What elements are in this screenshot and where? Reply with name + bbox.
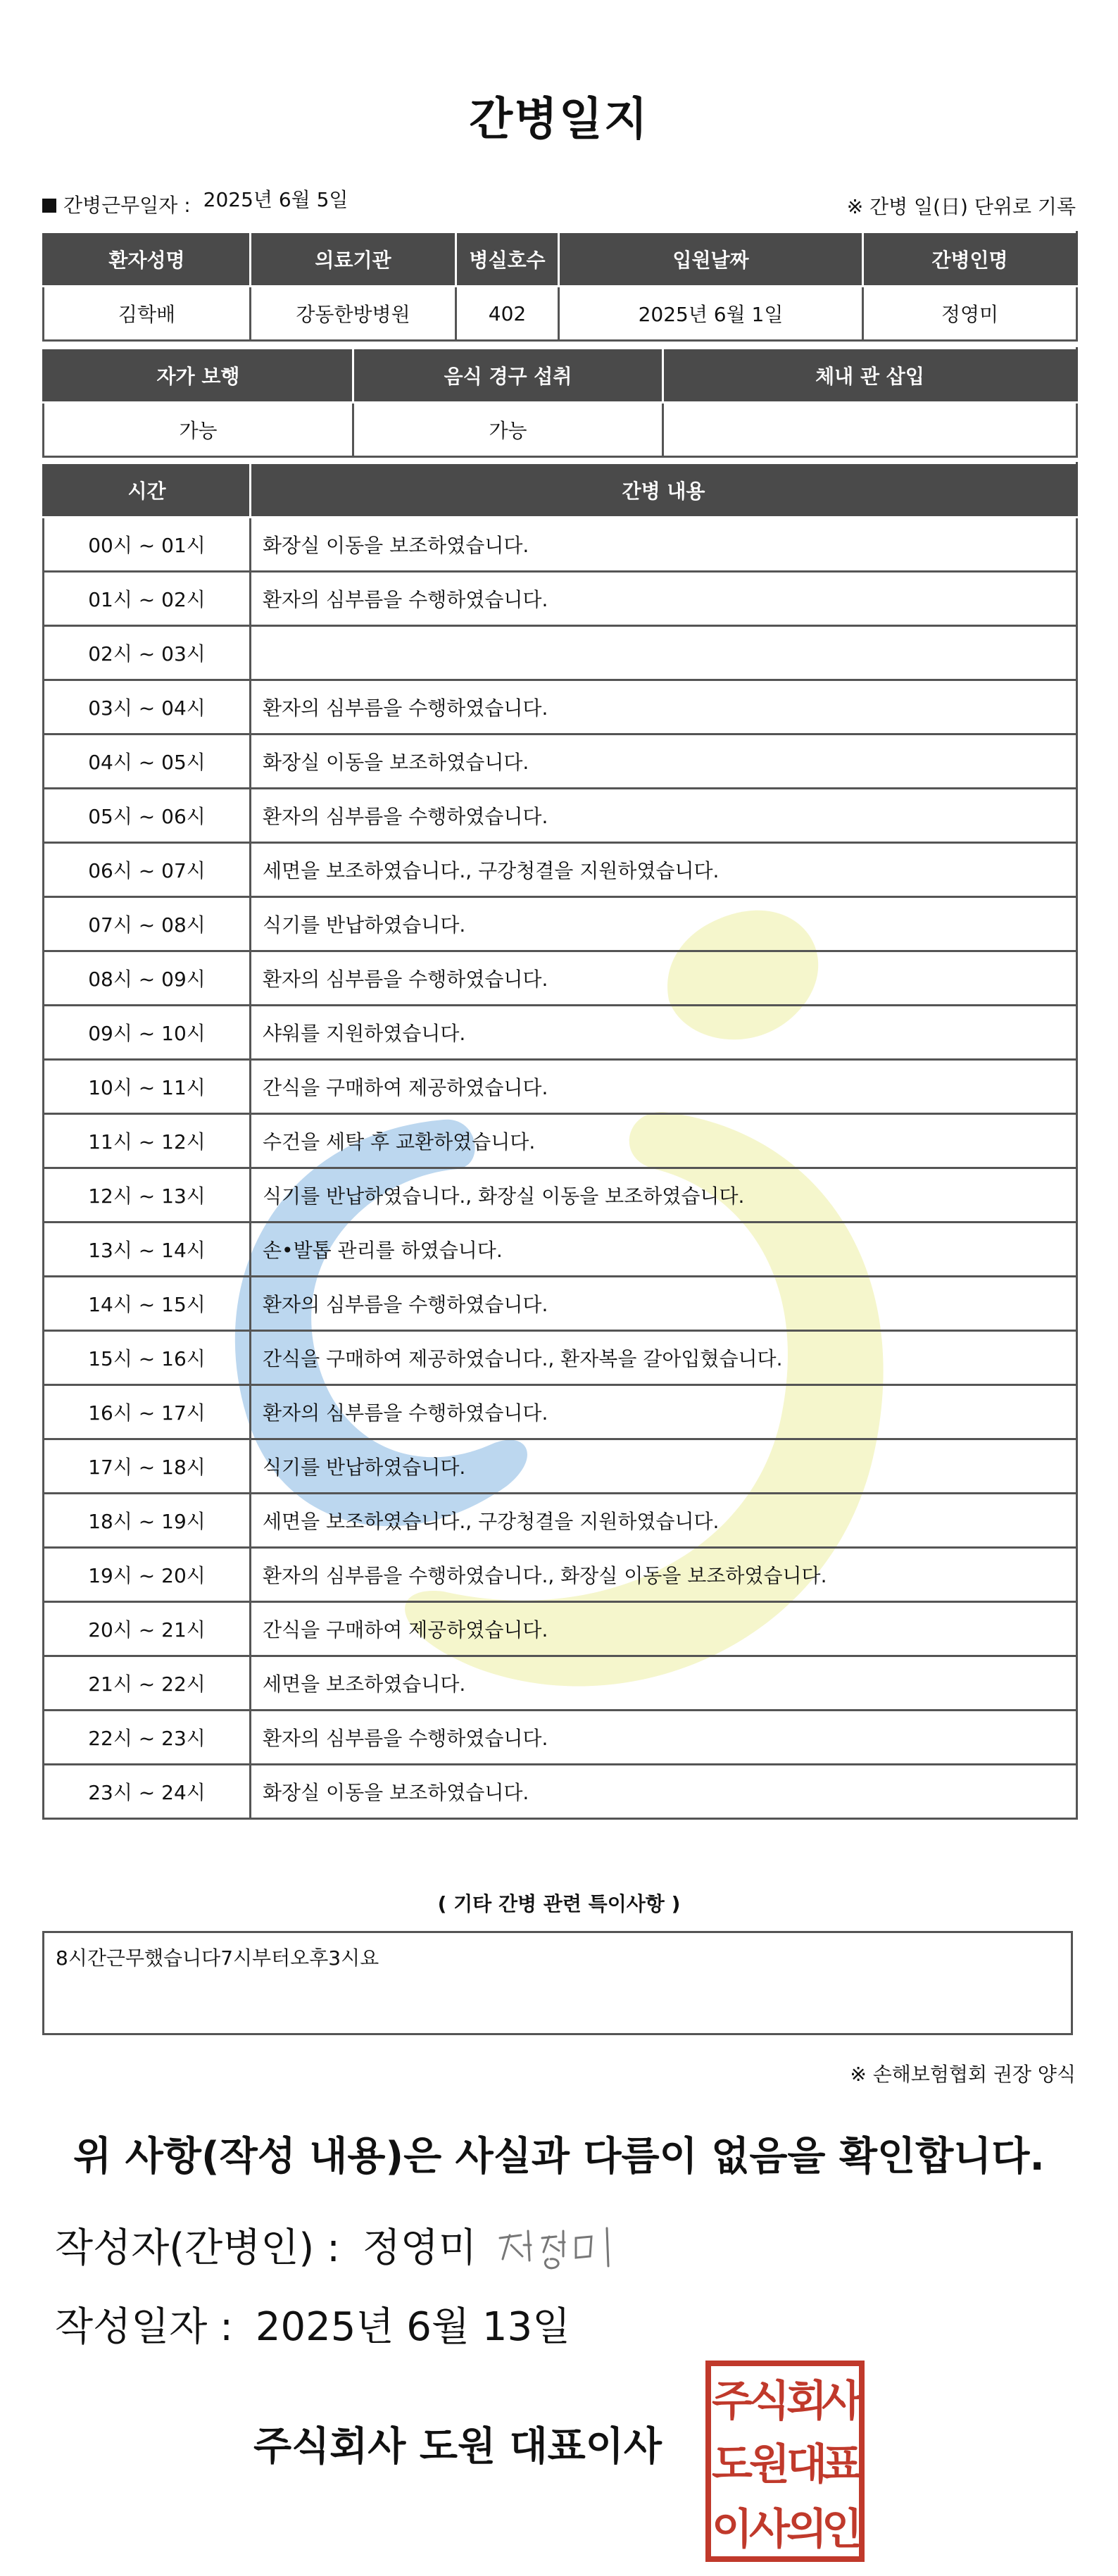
log-time: 03시 ~ 04시 [44, 680, 251, 734]
log-row [44, 1494, 1077, 1548]
log-row [44, 1602, 1077, 1656]
svg-text:도: 도 [712, 2440, 753, 2489]
log-content: 간식을 구매하여 제공하였습니다., 환자복을 갈아입혔습니다. [251, 1331, 1077, 1385]
svg-text:사: 사 [749, 2505, 790, 2554]
writer-line [55, 2217, 477, 2273]
write-date-label: 작성일자 : [55, 2304, 234, 2350]
writer-name: 정영미 [362, 2225, 477, 2271]
log-content: 손•발톱 관리를 하였습니다. [251, 1223, 1077, 1277]
log-row [44, 680, 1077, 734]
log-row [44, 518, 1077, 572]
header-oral-intake: 음식 경구 섭취 [353, 349, 663, 403]
work-date [42, 190, 348, 218]
log-content: 간식을 구매하여 제공하였습니다. [251, 1602, 1077, 1656]
log-content: 환자의 심부름을 수행하였습니다. [251, 1711, 1077, 1765]
log-row [44, 1006, 1077, 1060]
log-row [44, 1223, 1077, 1277]
log-row [44, 572, 1077, 626]
log-content: 화장실 이동을 보조하였습니다. [251, 734, 1077, 789]
oral-intake-value: 가능 [353, 403, 663, 457]
log-row [44, 951, 1077, 1006]
log-time: 16시 ~ 17시 [44, 1385, 251, 1439]
page-title: 간병일지 [469, 94, 649, 146]
log-time: 08시 ~ 09시 [44, 951, 251, 1006]
log-time: 00시 ~ 01시 [44, 518, 251, 572]
svg-text:의: 의 [786, 2505, 827, 2554]
header-tube-insertion: 체내 관 삽입 [663, 349, 1077, 403]
log-time: 23시 ~ 24시 [44, 1765, 251, 1819]
log-row [44, 843, 1077, 897]
log-row [44, 1711, 1077, 1765]
svg-text:대: 대 [786, 2440, 827, 2489]
log-content: 샤워를 지원하였습니다. [251, 1006, 1077, 1060]
log-time: 12시 ~ 13시 [44, 1168, 251, 1223]
log-time: 14시 ~ 15시 [44, 1277, 251, 1331]
handwritten-signature [493, 2210, 620, 2273]
svg-text:사: 사 [822, 2377, 862, 2426]
header-care-content: 간병 내용 [251, 463, 1077, 518]
log-time: 05시 ~ 06시 [44, 789, 251, 843]
care-log-table [42, 462, 1078, 1820]
log-time: 17시 ~ 18시 [44, 1439, 251, 1494]
header-self-walking: 자가 보행 [44, 349, 353, 403]
log-content: 화장실 이동을 보조하였습니다. [251, 1765, 1077, 1819]
bullet-square-icon [42, 199, 56, 213]
company-signature: 주식회사 도원 대표이사 [253, 2424, 662, 2470]
svg-text:주: 주 [712, 2377, 753, 2426]
work-date-label: 간병근무일자 : [63, 194, 191, 217]
special-notes-title: ( 기타 간병 관련 특이사항 ) [437, 1892, 681, 1915]
svg-text:회: 회 [786, 2377, 827, 2426]
form-note: ※ 손해보험협회 권장 양식 [850, 2063, 1076, 2086]
tube-insertion-value [663, 403, 1077, 457]
writer-label: 작성자(간병인) : [55, 2225, 340, 2271]
log-row [44, 897, 1077, 951]
svg-text:원: 원 [749, 2440, 790, 2489]
log-time: 04시 ~ 05시 [44, 734, 251, 789]
log-row [44, 1168, 1077, 1223]
log-time: 10시 ~ 11시 [44, 1060, 251, 1114]
log-content: 환자의 심부름을 수행하였습니다. [251, 572, 1077, 626]
log-row [44, 1656, 1077, 1711]
log-row [44, 789, 1077, 843]
log-content: 환자의 심부름을 수행하였습니다. [251, 951, 1077, 1006]
patient-status-table [42, 347, 1078, 458]
svg-text:인: 인 [822, 2505, 862, 2554]
record-note: ※ 간병 일(日) 단위로 기록 [846, 195, 1076, 218]
header-patient-name: 환자성명 [44, 232, 251, 287]
log-content: 화장실 이동을 보조하였습니다. [251, 518, 1077, 572]
log-time: 21시 ~ 22시 [44, 1656, 251, 1711]
log-row [44, 1765, 1077, 1819]
company-seal [704, 2359, 866, 2563]
write-date-value: 2025년 6월 13일 [255, 2304, 571, 2350]
svg-text:식: 식 [749, 2377, 790, 2426]
log-time: 13시 ~ 14시 [44, 1223, 251, 1277]
log-content: 환자의 심부름을 수행하였습니다. [251, 789, 1077, 843]
log-row [44, 1548, 1077, 1602]
self-walking-value: 가능 [44, 403, 353, 457]
log-row [44, 626, 1077, 680]
svg-text:표: 표 [822, 2440, 862, 2489]
log-row [44, 1439, 1077, 1494]
caregiver-name: 정영미 [863, 287, 1077, 341]
room-number: 402 [456, 287, 559, 341]
log-content: 세면을 보조하였습니다., 구강청결을 지원하였습니다. [251, 1494, 1077, 1548]
confirmation-statement: 위 사항(작성 내용)은 사실과 다름이 없음을 확인합니다. [73, 2134, 1045, 2180]
log-time: 19시 ~ 20시 [44, 1548, 251, 1602]
header-time: 시간 [44, 463, 251, 518]
log-content: 환자의 심부름을 수행하였습니다. [251, 1385, 1077, 1439]
header-room: 병실호수 [456, 232, 559, 287]
log-content: 세면을 보조하였습니다., 구강청결을 지원하였습니다. [251, 843, 1077, 897]
admission-date: 2025년 6월 1일 [559, 287, 863, 341]
header-caregiver: 간병인명 [863, 232, 1077, 287]
log-time: 22시 ~ 23시 [44, 1711, 251, 1765]
header-hospital: 의료기관 [251, 232, 456, 287]
log-content: 식기를 반납하였습니다. [251, 897, 1077, 951]
work-date-value: 2025년 6월 5일 [203, 188, 348, 211]
log-row [44, 1331, 1077, 1385]
log-row [44, 1114, 1077, 1168]
svg-text:이: 이 [712, 2505, 753, 2554]
patient-name: 김학배 [44, 287, 251, 341]
special-notes-box: 8시간근무했습니다7시부터오후3시요 [42, 1931, 1073, 2035]
patient-info-table [42, 231, 1078, 342]
log-time: 11시 ~ 12시 [44, 1114, 251, 1168]
log-content: 환자의 심부름을 수행하였습니다. [251, 680, 1077, 734]
log-row [44, 1277, 1077, 1331]
log-row [44, 1385, 1077, 1439]
log-content: 세면을 보조하였습니다. [251, 1656, 1077, 1711]
log-content: 환자의 심부름을 수행하였습니다. [251, 1277, 1077, 1331]
log-time: 18시 ~ 19시 [44, 1494, 251, 1548]
log-content [251, 626, 1077, 680]
log-content: 식기를 반납하였습니다., 화장실 이동을 보조하였습니다. [251, 1168, 1077, 1223]
log-time: 01시 ~ 02시 [44, 572, 251, 626]
hospital: 강동한방병원 [251, 287, 456, 341]
log-row [44, 1060, 1077, 1114]
log-row [44, 734, 1077, 789]
write-date-line [55, 2296, 570, 2352]
log-content: 수건을 세탁 후 교환하였습니다. [251, 1114, 1077, 1168]
log-time: 02시 ~ 03시 [44, 626, 251, 680]
header-admission-date: 입원날짜 [559, 232, 863, 287]
log-time: 15시 ~ 16시 [44, 1331, 251, 1385]
log-time: 20시 ~ 21시 [44, 1602, 251, 1656]
log-content: 환자의 심부름을 수행하였습니다., 화장실 이동을 보조하였습니다. [251, 1548, 1077, 1602]
log-time: 07시 ~ 08시 [44, 897, 251, 951]
log-time: 06시 ~ 07시 [44, 843, 251, 897]
log-content: 간식을 구매하여 제공하였습니다. [251, 1060, 1077, 1114]
log-content: 식기를 반납하였습니다. [251, 1439, 1077, 1494]
log-time: 09시 ~ 10시 [44, 1006, 251, 1060]
